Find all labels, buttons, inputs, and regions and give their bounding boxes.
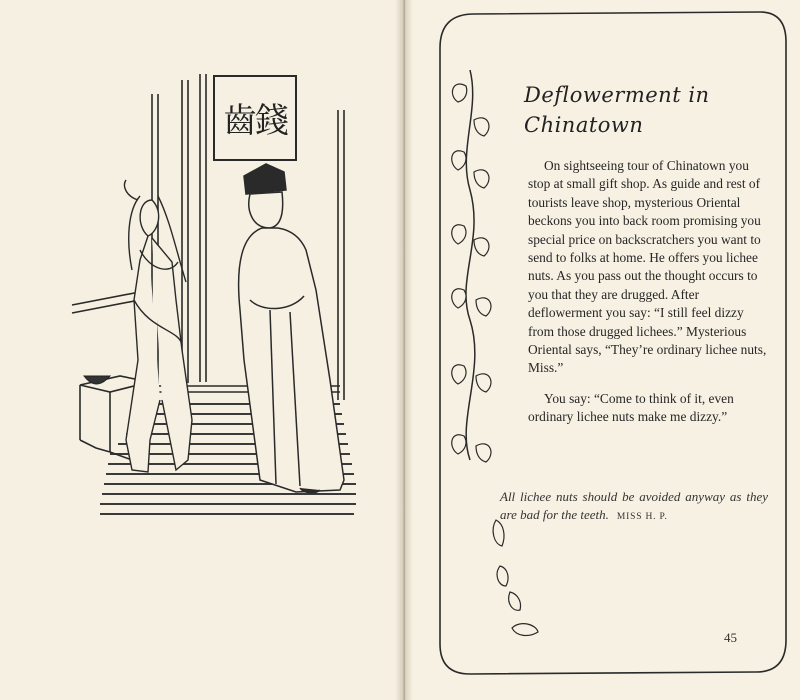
paragraph-2: You say: “Come to think of it, even ordinary lichee nuts make me dizzy.”	[528, 390, 734, 425]
title-line-1: Deflowerment in	[524, 83, 710, 107]
story-title	[524, 80, 764, 140]
footnote	[500, 488, 768, 526]
story-body	[528, 157, 768, 439]
paragraph-1: On sightseeing tour of Chinatown you stop at small gift shop. As guide and rest of tourists leave shop, mysterious Oriental beckons you into back room promising you special price on backscratchers you want to send to folks at home. He offers you lichee nuts. As you pass out the thought occurs to you that they are drugged. After deflowerment you say: “I still feel dizzy from those drugged lichees.” Mysterious Oriental says, “They’re ordinary lichee nuts, Miss.”	[528, 158, 767, 376]
signature: MISS H. P.	[616, 512, 668, 522]
title-line-2: Chinatown	[524, 113, 644, 137]
page-number: 45	[724, 630, 737, 645]
calligraphy-sign: 齒錢	[223, 100, 287, 141]
footnote-text: All lichee nuts should be avoided anyway as they are bad for the teeth.	[500, 489, 768, 522]
falling-petals	[493, 520, 538, 635]
vine-leaves	[452, 84, 491, 462]
